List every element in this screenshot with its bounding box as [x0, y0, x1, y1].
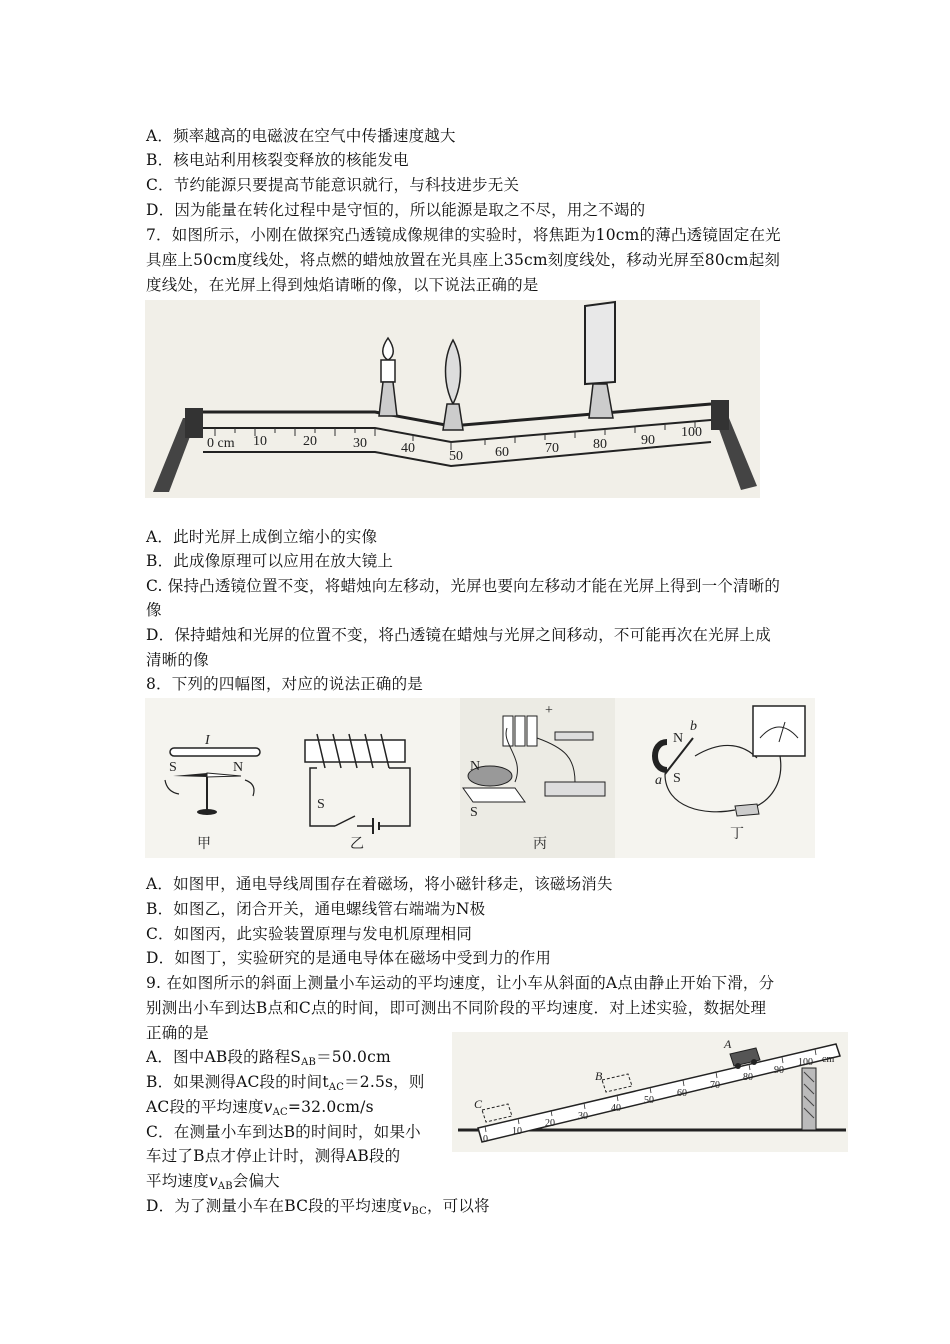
- q6-option-d: D．因为能量在转化过程中是守恒的，所以能源是取之不尽，用之不竭的: [146, 201, 646, 219]
- q8-option-c: C．如图丙，此实验装置原理与发电机原理相同: [146, 925, 473, 943]
- bench-tick-40: 40: [401, 441, 415, 456]
- q7-option-c: C. 保持凸透镜位置不变，将蜡烛向左移动，光屏也要向左移动才能在光屏上得到一个清晰的: [146, 577, 781, 595]
- q8-option-d: D．如图丁，实验研究的是通电导体在磁场中受到力的作用: [146, 949, 552, 967]
- q9-stem-line-1: 9. 在如图所示的斜面上测量小车运动的平均速度，让小车从斜面的A点由静止开始下滑，分: [146, 974, 775, 992]
- q7-option-b: B．此成像原理可以应用在放大镜上: [146, 552, 394, 570]
- straight-wire: [170, 748, 260, 756]
- incline-tick-40: 40: [611, 1103, 621, 1114]
- bing-plus-label: +: [545, 703, 553, 718]
- label-bing: 丙: [533, 837, 547, 852]
- bench-tick-100: 100: [681, 425, 702, 440]
- incline-tick-0: 0: [483, 1134, 488, 1145]
- incline-tick-50: 50: [644, 1095, 654, 1106]
- jia-n-label: N: [233, 760, 244, 775]
- ammeter: [753, 706, 805, 756]
- jia-s-label: S: [169, 760, 177, 775]
- rheostat: [545, 782, 605, 796]
- ding-s-label: S: [673, 771, 681, 786]
- q9-stem-line-2: 别测出小车到达B点和C点的时间，即可测出不同阶段的平均速度．对上述实验，数据处理: [146, 999, 767, 1017]
- ding-switch: [735, 804, 759, 816]
- bench-tick-90: 90: [641, 433, 655, 448]
- incline-figure: [452, 1032, 848, 1152]
- right-bench-end: [711, 400, 729, 430]
- current-label: I: [205, 733, 210, 748]
- optical-bench-figure: [145, 300, 760, 498]
- incline-tick-80: 80: [743, 1072, 753, 1083]
- q9-option-d: D．为了测量小车在BC段的平均速度$v_{BC}$，可以将: [146, 1197, 490, 1217]
- q6-option-c: C．节约能源只要提高节能意识就行，与科技进步无关: [146, 176, 520, 194]
- ding-b-label: b: [690, 719, 697, 734]
- ding-a-label: a: [655, 773, 662, 788]
- q8-option-b: B．如图乙，闭合开关，通电螺线管右端端为N极: [146, 900, 486, 918]
- q9-option-a: A．图中AB段的路程$S_{AB}=50.0cm$: [146, 1048, 391, 1068]
- figure-bing: [460, 698, 615, 858]
- left-bench-end: [185, 408, 203, 438]
- q9-option-c: C．在测量小车到达B的时间时，如果小: [146, 1123, 421, 1141]
- bench-tick-30: 30: [353, 436, 367, 451]
- q8-option-a: A．如图甲，通电导线周围存在着磁场，将小磁针移走，该磁场消失: [146, 875, 613, 893]
- bing-s-label: S: [470, 805, 478, 820]
- incline-tick-20: 20: [545, 1118, 555, 1129]
- q7-stem-line-2: 具座上50cm度线处，将点燃的蜡烛放置在光具座上35cm刻度线处，移动光屏至80cm起刻: [146, 251, 781, 269]
- label-ding: 丁: [730, 827, 744, 842]
- bench-tick-70: 70: [545, 441, 559, 456]
- q7-option-c-cont: 像: [146, 601, 162, 619]
- q8-stem: 8．下列的四幅图，对应的说法正确的是: [146, 675, 423, 693]
- bench-tick-0: 0 cm: [207, 436, 235, 451]
- label-yi: 乙: [350, 837, 364, 852]
- bing-switch: [555, 732, 593, 740]
- q6-option-a: A．频率越高的电磁波在空气中传播速度越大: [146, 127, 456, 145]
- q9-option-c-cont-2: 平均速度$v_{AB}$会偏大: [146, 1172, 280, 1192]
- q7-stem-line-1: 7．如图所示，小刚在做探究凸透镜成像规律的实验时，将焦距为10cm的薄凸透镜固定在光: [146, 226, 781, 244]
- bench-tick-60: 60: [495, 445, 509, 460]
- point-c-label: C: [474, 1097, 483, 1111]
- q9-option-c-cont-1: 车过了B点才停止计时，测得AB段的: [146, 1147, 401, 1165]
- incline-tick-10: 10: [512, 1126, 522, 1137]
- battery-cell-3: [527, 716, 537, 746]
- label-jia: 甲: [197, 837, 211, 852]
- incline-tick-90: 90: [774, 1065, 784, 1076]
- q9-stem-line-3: 正确的是: [146, 1024, 209, 1042]
- ding-n-label: N: [673, 731, 684, 746]
- incline-tick-100: 100: [798, 1057, 813, 1068]
- q7-stem-line-3: 度线处，在光屏上得到烛焰请晰的像，以下说法正确的是: [146, 276, 539, 294]
- yi-switch-label: S: [317, 797, 325, 812]
- q9-option-b: B．如果测得AC段的时间$t_{AC}=2.5s$，则: [146, 1073, 425, 1093]
- bench-tick-80: 80: [593, 437, 607, 452]
- point-a-label: A: [724, 1037, 732, 1051]
- point-b-label: B: [595, 1069, 603, 1083]
- incline-tick-70: 70: [710, 1080, 720, 1091]
- q7-option-d-cont: 清晰的像: [146, 651, 209, 669]
- bing-n-label: N: [470, 759, 481, 774]
- q6-option-b: B．核电站利用核裂变释放的核能发电: [146, 151, 409, 169]
- bench-tick-50: 50: [449, 449, 463, 464]
- q7-option-a: A．此时光屏上成倒立缩小的实像: [146, 528, 378, 546]
- q7-option-d: D．保持蜡烛和光屏的位置不变，将凸透镜在蜡烛与光屏之间移动，不可能再次在光屏上成: [146, 626, 771, 644]
- incline-tick-30: 30: [578, 1111, 588, 1122]
- incline-unit: cm: [822, 1054, 835, 1065]
- battery-cell-2: [515, 716, 525, 746]
- bench-tick-10: 10: [253, 434, 267, 449]
- q9-option-b-cont: AC段的平均速度$v_{AC}=32.0cm/s$: [146, 1098, 374, 1118]
- incline-tick-60: 60: [677, 1088, 687, 1099]
- bench-tick-20: 20: [303, 434, 317, 449]
- q8-four-figures: [145, 698, 815, 858]
